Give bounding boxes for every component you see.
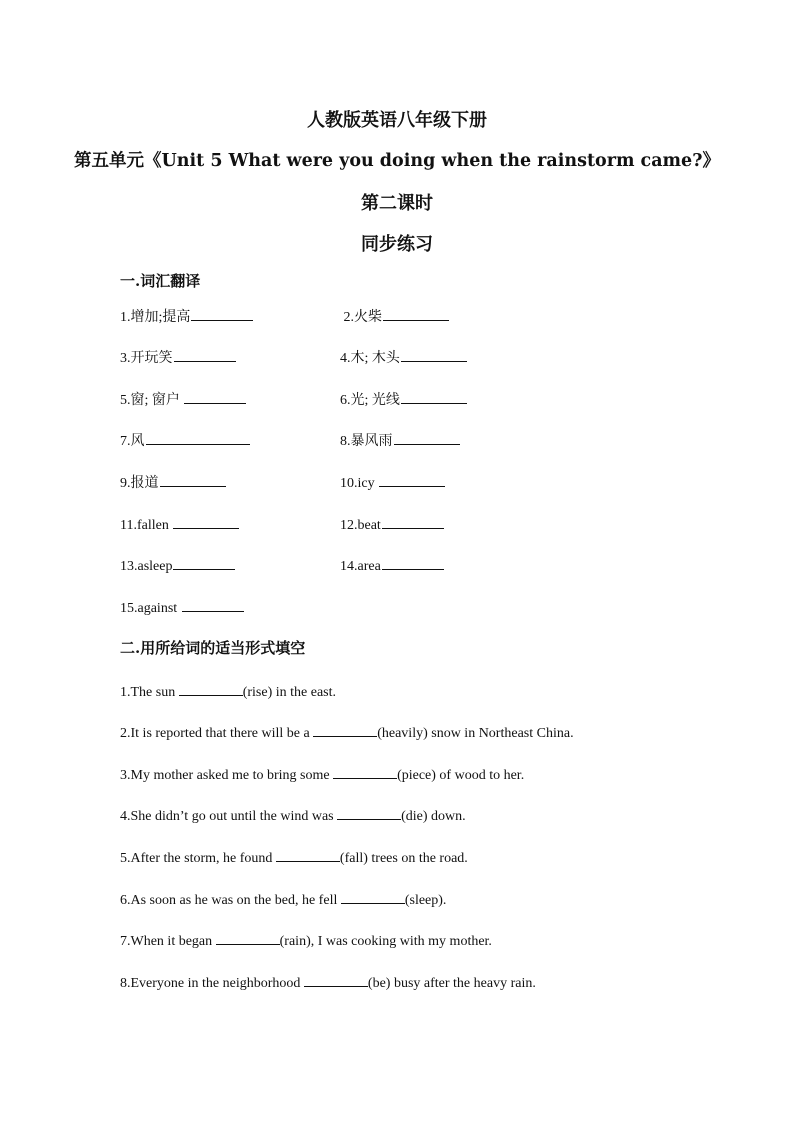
answer-blank[interactable] <box>401 389 467 404</box>
answer-blank[interactable] <box>174 347 236 362</box>
lesson-title: 第二课时 <box>361 193 433 214</box>
vocab-item-12: 12.beat <box>340 514 444 534</box>
vocab-item-8: 8.暴风雨 <box>340 430 460 450</box>
vocab-item-13: 13.asleep <box>120 555 235 575</box>
answer-blank[interactable] <box>216 930 280 945</box>
sentence-item-3: 3.My mother asked me to bring some (piece) of wood to her. <box>120 764 524 784</box>
answer-blank[interactable] <box>179 681 243 696</box>
sentence-item-7: 7.When it began (rain), I was cooking with my mother. <box>120 930 492 950</box>
answer-blank[interactable] <box>379 472 445 487</box>
sentence-item-4: 4.She didn’t go out until the wind was (die) down. <box>120 805 466 825</box>
vocab-item-1: 1.增加;提高 <box>120 306 253 326</box>
unit-title: 第五单元《Unit 5 What were you doing when the rainstorm came?》 <box>74 151 720 171</box>
answer-blank[interactable] <box>401 347 467 362</box>
answer-blank[interactable] <box>276 847 340 862</box>
answer-blank[interactable] <box>341 889 405 904</box>
vocab-item-4: 4.木; 木头 <box>340 347 467 367</box>
vocab-item-5: 5.窗; 窗户 <box>120 389 246 409</box>
answer-blank[interactable] <box>191 306 253 321</box>
vocab-item-7: 7.风 <box>120 430 250 450</box>
answer-blank[interactable] <box>337 805 401 820</box>
vocab-item-9: 9.报道 <box>120 472 226 492</box>
answer-blank[interactable] <box>394 430 460 445</box>
answer-blank[interactable] <box>383 306 449 321</box>
section-fill-blank-title: 二.用所给词的适当形式填空 <box>120 639 306 657</box>
section-vocabulary-title: 一.词汇翻译 <box>120 272 201 290</box>
answer-blank[interactable] <box>313 722 377 737</box>
sentence-item-1: 1.The sun (rise) in the east. <box>120 681 336 701</box>
sentence-item-6: 6.As soon as he was on the bed, he fell (sleep). <box>120 889 446 909</box>
answer-blank[interactable] <box>184 389 246 404</box>
answer-blank[interactable] <box>182 597 244 612</box>
answer-blank[interactable] <box>146 430 250 445</box>
exercise-title: 同步练习 <box>361 234 433 255</box>
sentence-item-2: 2.It is reported that there will be a (heavily) snow in Northeast China. <box>120 722 574 742</box>
sentence-item-5: 5.After the storm, he found (fall) trees on the road. <box>120 847 468 867</box>
vocab-item-2: 2.火柴 <box>340 306 449 326</box>
answer-blank[interactable] <box>333 764 397 779</box>
vocab-item-10: 10.icy <box>340 472 445 492</box>
answer-blank[interactable] <box>382 514 444 529</box>
sentence-item-8: 8.Everyone in the neighborhood (be) busy after the heavy rain. <box>120 972 536 992</box>
answer-blank[interactable] <box>382 555 444 570</box>
vocab-item-11: 11.fallen <box>120 514 239 534</box>
answer-blank[interactable] <box>173 514 239 529</box>
answer-blank[interactable] <box>173 555 235 570</box>
book-title: 人教版英语八年级下册 <box>307 110 487 131</box>
answer-blank[interactable] <box>304 972 368 987</box>
vocab-item-15: 15.against <box>120 597 244 617</box>
vocab-item-14: 14.area <box>340 555 444 575</box>
answer-blank[interactable] <box>160 472 226 487</box>
vocab-item-6: 6.光; 光线 <box>340 389 467 409</box>
vocab-item-3: 3.开玩笑 <box>120 347 236 367</box>
